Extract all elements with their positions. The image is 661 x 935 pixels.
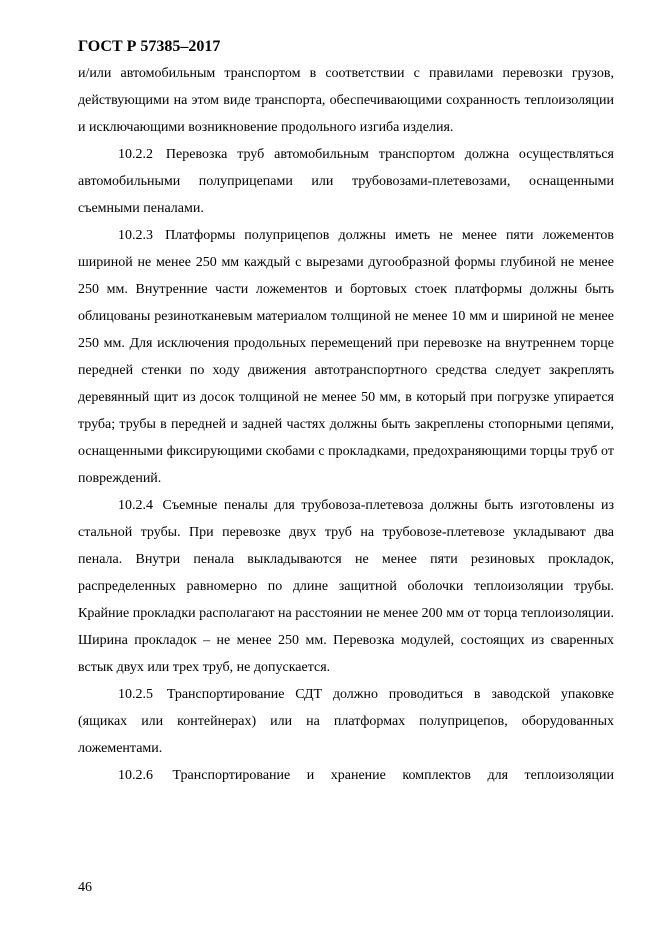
clause-number: 10.2.5 — [118, 687, 153, 702]
paragraph-10-2-2 — [78, 141, 614, 222]
paragraph-continuation — [78, 60, 614, 141]
document-body — [78, 60, 614, 789]
paragraph-text: Платформы полуприцепов должны иметь не менее пяти ложементов шириной не менее 250 мм каждый с вырезами дугообразной формы глубиной не менее 250 мм. Внутренние части ложементов и бортовых стоек платформы должны быть облицованы резинотканевым материалом толщиной не менее 10 мм и шириной не менее 250 мм. Для исключения продольных перемещений при перевозке на внутреннем торце передней стенки по ходу движения автотранспортного средства следует закреплять деревянный щит из досок толщиной не менее 50 мм, в который при погрузке упирается труба; трубы в передней и задней частях должны быть закреплены стопорными цепями, оснащенными фиксирующими скобами с прокладками, предохраняющими торцы труб от повреждений. — [78, 228, 614, 486]
document-header: ГОСТ Р 57385–2017 — [78, 38, 221, 55]
page-number: 46 — [78, 880, 92, 895]
paragraph-10-2-5 — [78, 681, 614, 762]
clause-number: 10.2.6 — [118, 768, 153, 783]
paragraph-text: Съемные пеналы для трубовоза-плетевоза должны быть изготовлены из стальной трубы. При перевозке двух труб на трубовозе-плетевозе укладывают два пенала. Внутри пенала выкладываются не менее пяти резиновых прокладок, распределенных равномерно по длине защитной оболочки теплоизоляции трубы. Крайние прокладки располагают на расстоянии не менее 200 мм от торца теплоизоляции. Ширина прокладок – не менее 250 мм. Перевозка модулей, состоящих из сваренных встык двух или трех труб, не допускается. — [78, 498, 615, 675]
clause-number: 10.2.4 — [118, 498, 153, 513]
paragraph-text: Перевозка труб автомобильным транспортом должна осуществляться автомобильными полуприцепами или трубовозами-плетевозами, оснащенными съемными пеналами. — [78, 147, 614, 216]
clause-number: 10.2.3 — [118, 228, 153, 243]
paragraph-text: Транспортирование СДТ должно проводиться в заводской упаковке (ящиках или контейнерах) или на платформах полуприцепов, оборудованных ложементами. — [78, 687, 614, 756]
paragraph-10-2-6 — [78, 762, 614, 789]
paragraph-text: Транспортирование и хранение комплектов для теплоизоляции — [172, 768, 615, 783]
clause-number: 10.2.2 — [118, 147, 153, 162]
paragraph-text: и/или автомобильным транспортом в соответствии с правилами перевозки грузов, действующими на этом виде транспорта, обеспечивающими сохранность теплоизоляции и исключающими возникновение продольного изгиба изделия. — [78, 66, 614, 135]
paragraph-10-2-4 — [78, 492, 614, 681]
paragraph-10-2-3 — [78, 222, 614, 492]
